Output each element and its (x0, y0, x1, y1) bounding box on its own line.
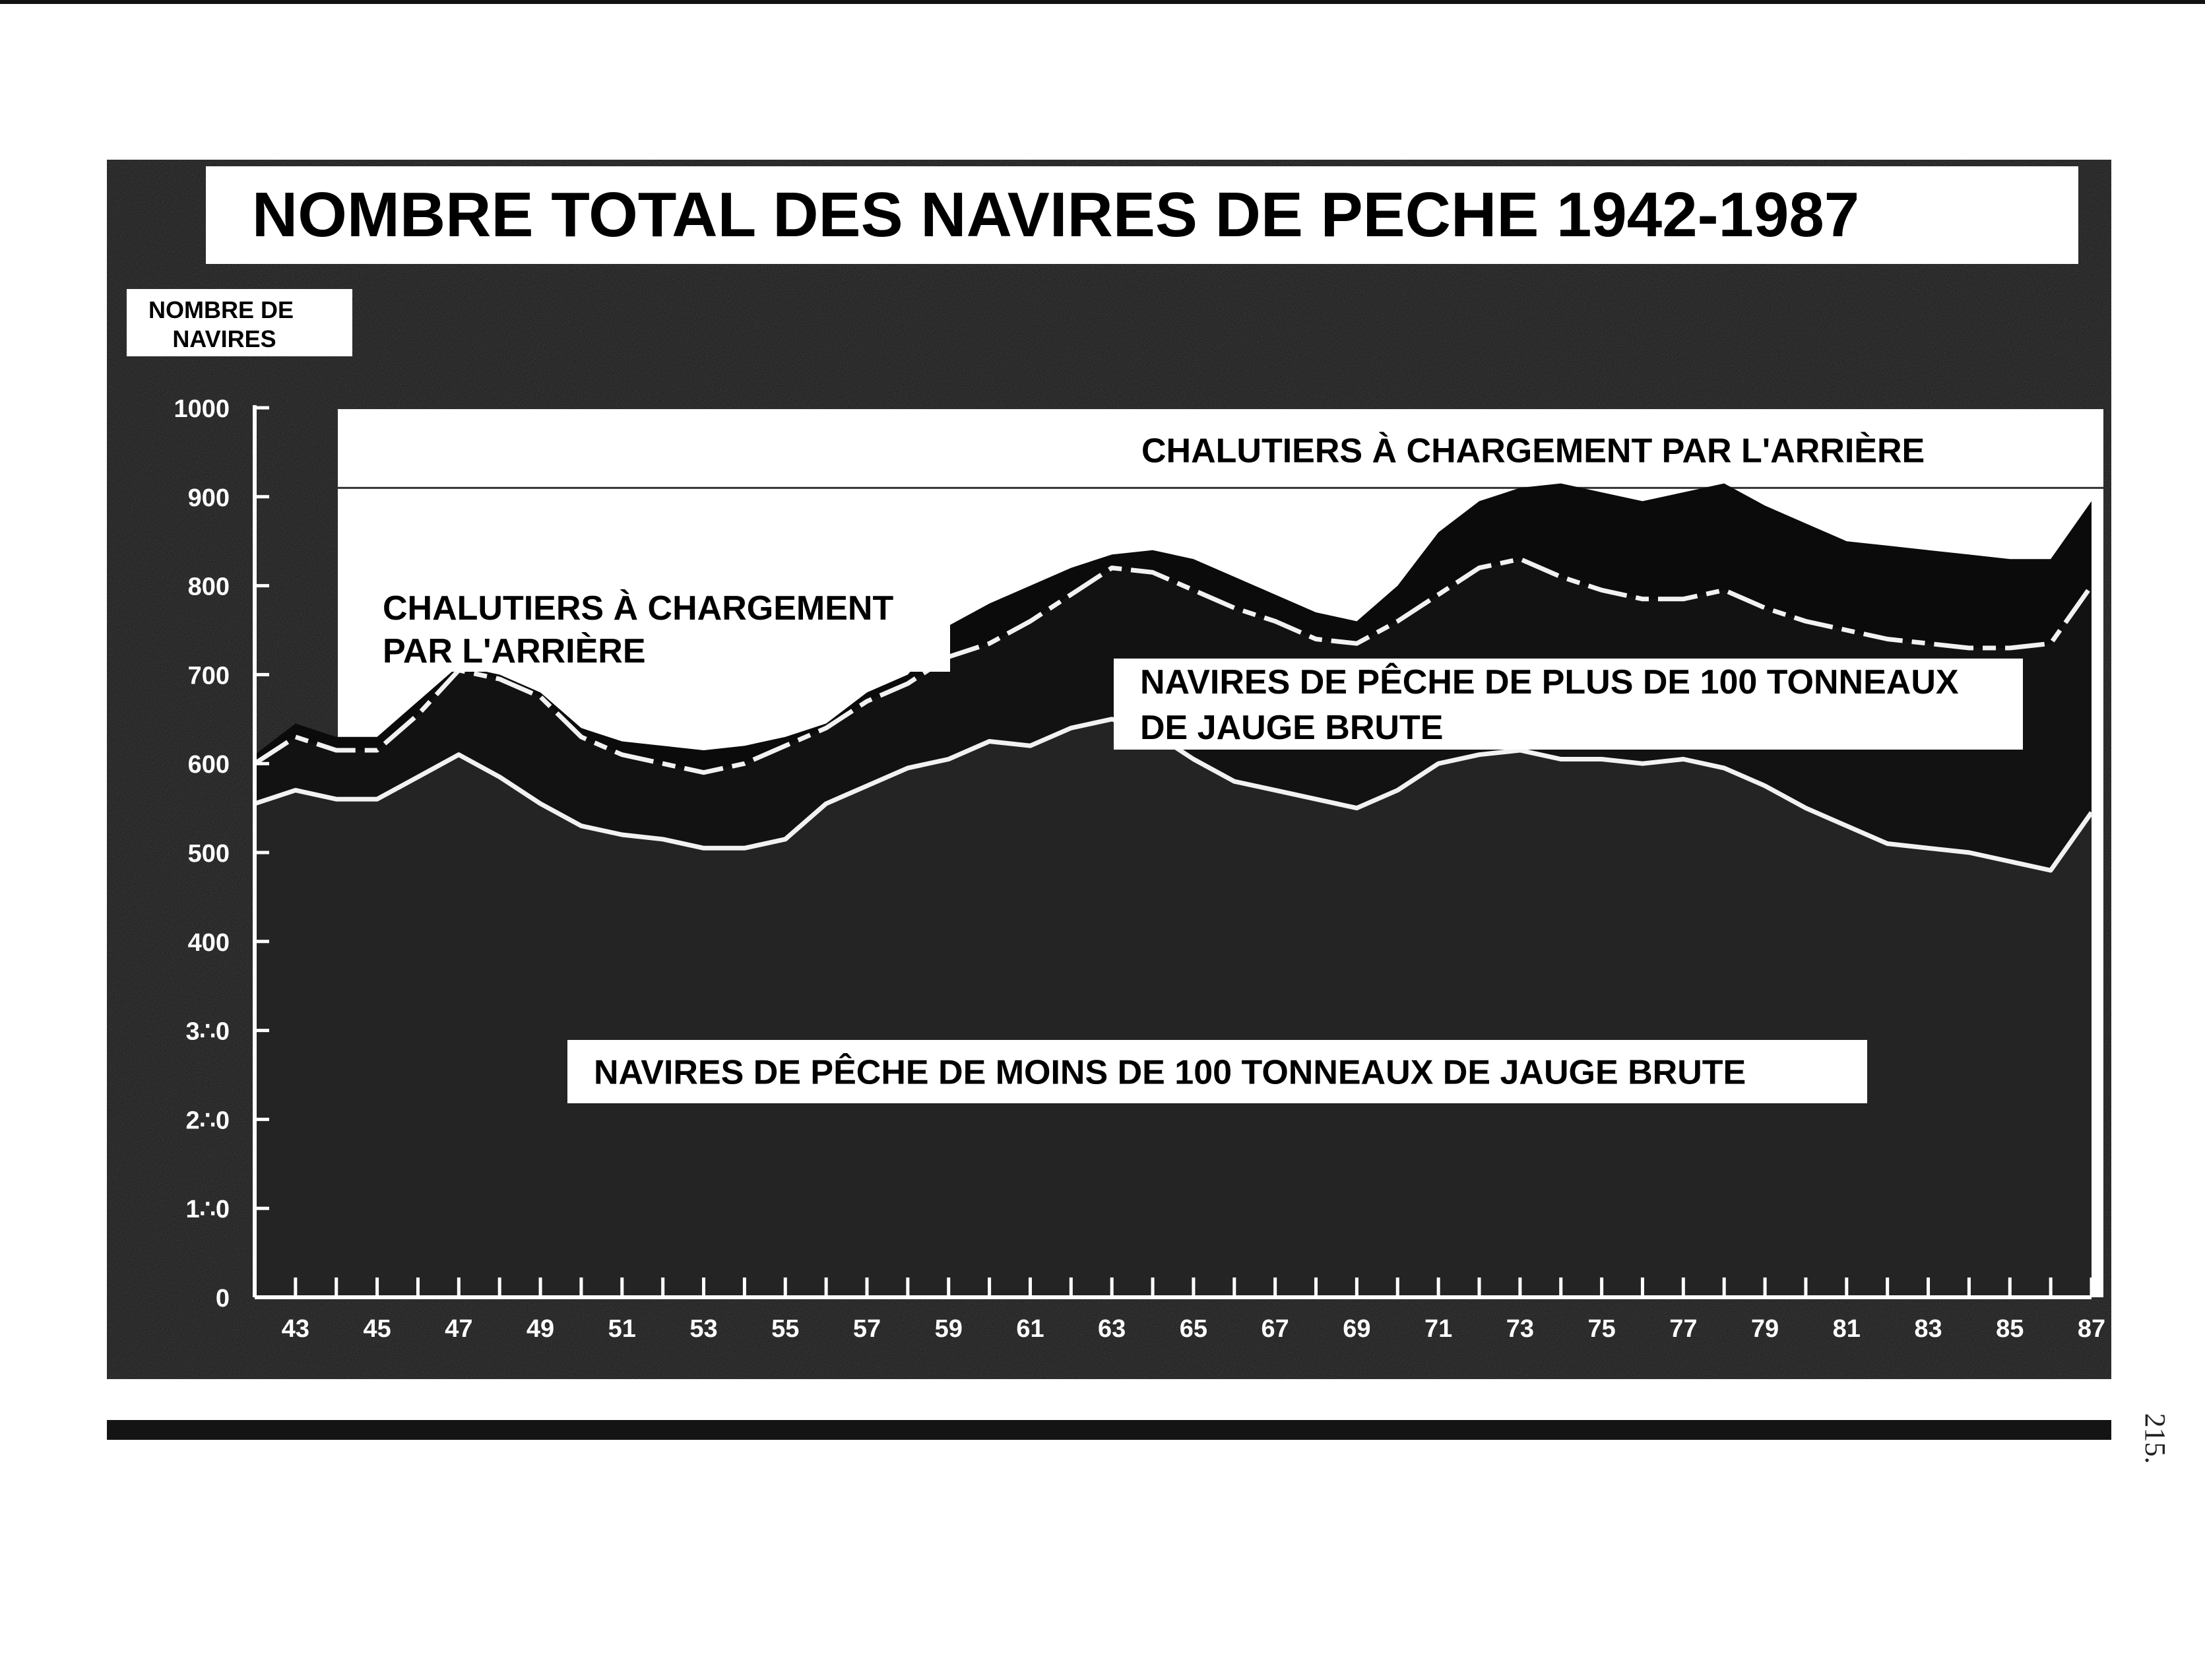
x-tick-label: 83 (1914, 1315, 1942, 1343)
x-tick-label: 87 (2077, 1315, 2106, 1343)
chart-title: NOMBRE TOTAL DES NAVIRES DE PECHE 1942-1987 (251, 179, 1860, 250)
x-tick-label: 61 (1016, 1315, 1044, 1343)
y-tick-label: 600 (187, 751, 230, 779)
y-axis-label-line-1: NOMBRE DE (148, 296, 294, 323)
x-tick-label: 67 (1261, 1315, 1289, 1343)
x-tick-label: 77 (1669, 1315, 1698, 1343)
annotation-stern-trawlers-top-text: CHALUTIERS À CHARGEMENT PAR L'ARRIÈRE (1141, 432, 1925, 470)
y-tick-label: 3∴0 (185, 1018, 230, 1046)
x-tick-label: 47 (445, 1315, 473, 1343)
y-tick-label: 1∴0 (185, 1196, 230, 1224)
bottom-rule (107, 1420, 2111, 1440)
y-tick-label: 0 (215, 1285, 230, 1312)
x-tick-label: 73 (1506, 1315, 1535, 1343)
x-tick-label: 55 (771, 1315, 800, 1343)
x-tick-label: 45 (363, 1315, 391, 1343)
x-tick-label: 69 (1343, 1315, 1371, 1343)
x-tick-label: 57 (852, 1315, 881, 1343)
y-tick-label: 500 (187, 840, 230, 868)
y-tick-label: 2∴0 (185, 1107, 230, 1135)
y-tick-label: 1000 (174, 395, 230, 423)
annotation-small-vessels-text: NAVIRES DE PÊCHE DE MOINS DE 100 TONNEAUX DE JAUGE BRUTE (594, 1053, 1746, 1092)
x-tick-label: 65 (1179, 1315, 1208, 1343)
x-tick-label: 85 (1996, 1315, 2024, 1343)
x-tick-label: 53 (689, 1315, 718, 1343)
y-axis-label-line-2: NAVIRES (172, 325, 276, 352)
x-tick-label: 79 (1750, 1315, 1779, 1343)
x-tick-label: 75 (1587, 1315, 1616, 1343)
y-tick-label: 400 (187, 928, 230, 957)
x-tick-label: 43 (281, 1315, 310, 1343)
x-tick-label: 81 (1832, 1315, 1861, 1343)
annotation-large-vessels-text: DE JAUGE BRUTE (1140, 709, 1444, 748)
x-tick-label: 63 (1098, 1315, 1126, 1343)
y-tick-label: 900 (187, 484, 230, 512)
annotation-large-vessels-text: NAVIRES DE PÊCHE DE PLUS DE 100 TONNEAUX (1140, 663, 1959, 702)
y-tick-label: 700 (187, 662, 230, 690)
annotation-stern-trawlers-left-text: PAR L'ARRIÈRE (383, 632, 646, 671)
x-tick-label: 59 (934, 1315, 963, 1343)
annotation-stern-trawlers-left-text: CHALUTIERS À CHARGEMENT (383, 589, 894, 628)
x-tick-label: 49 (526, 1315, 555, 1343)
x-tick-label: 71 (1424, 1315, 1453, 1343)
y-tick-label: 800 (187, 573, 230, 601)
page-number: 215. (2139, 1413, 2171, 1464)
x-tick-label: 51 (608, 1315, 636, 1343)
